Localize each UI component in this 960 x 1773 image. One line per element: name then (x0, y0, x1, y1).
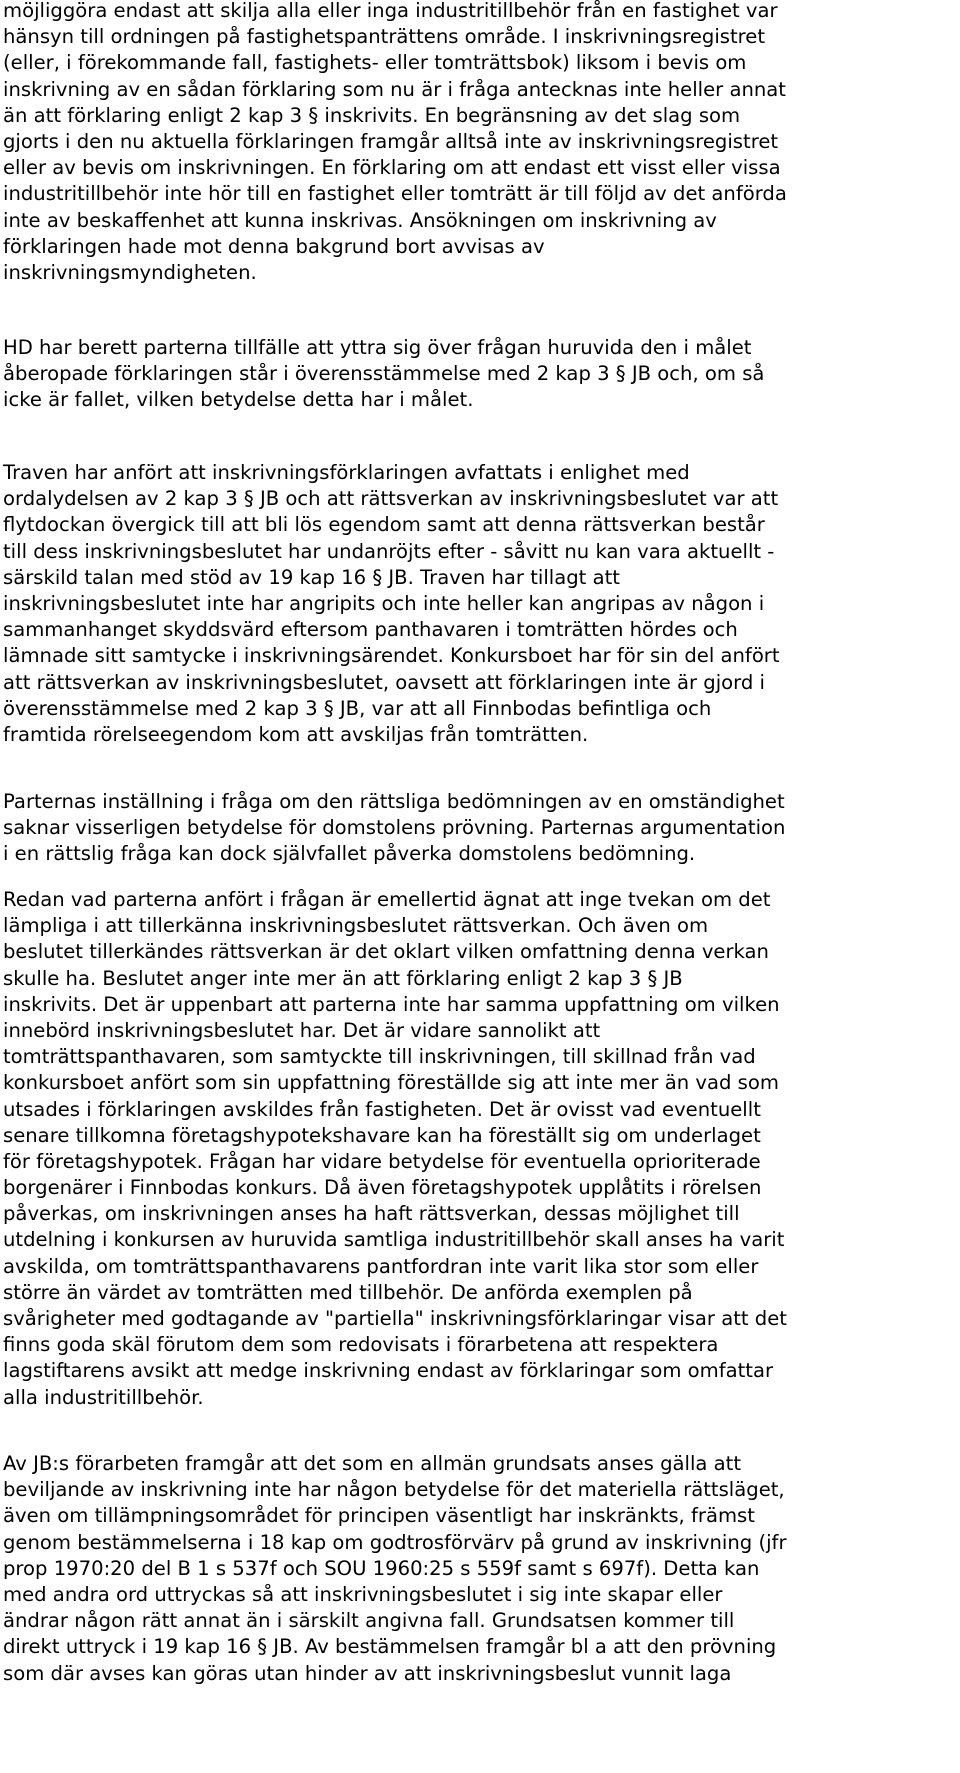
text-line: lämnade sitt samtycke i inskrivningsärendet. Konkursboet har för sin del anfört (3, 644, 780, 668)
text-line: senare tillkomna företagshypotekshavare kan ha föreställt sig om underlaget (3, 1123, 761, 1147)
text-line: påverkas, om inskrivningen anses ha haft rättsverkan, dessas möjlighet till (3, 1202, 740, 1226)
text-line: även om tillämpningsområdet för principen väsentligt har inskränkts, främst (3, 1504, 755, 1528)
text-line: Traven har anfört att inskrivningsförklaringen avfattats i enlighet med (3, 461, 690, 484)
paragraph (3, 1451, 787, 1687)
text-line: med andra ord uttryckas så att inskrivningsbeslutet i sig inte skapar eller (3, 1582, 723, 1606)
text-line: i en rättslig fråga kan dock självfallet påverka domstolens bedömning. (3, 842, 696, 866)
text-line: borgenärer i Finnbodas konkurs. Då även företagshypotek upplåtits i rörelsen (3, 1176, 762, 1200)
text-line: direkt uttryck i 19 kap 16 § JB. Av bestämmelsen framgår bl a att den prövning (3, 1635, 777, 1659)
text-line: möjliggöra endast att skilja alla eller inga industritillbehör från en fastighet var (3, 0, 778, 22)
text-line: konkursboet anfört som sin uppfattning föreställde sig att inte mer än vad som (3, 1071, 779, 1095)
text-line: större än värdet av tomträtten med tillbehör. De anförda exemplen på (3, 1280, 693, 1304)
text-line: som där avses kan göras utan hinder av att inskrivningsbeslut vunnit laga (3, 1661, 732, 1685)
text-line: särskild talan med stöd av 19 kap 16 § JB. Traven har tillagt att (3, 565, 620, 589)
text-line: överensstämmelse med 2 kap 3 § JB, var att all Finnbodas befintliga och (3, 696, 712, 720)
text-line: inskrivning av en sådan förklaring som nu är i fråga antecknas inte heller annat (3, 77, 786, 101)
text-line: gjorts i den nu aktuella förklaringen framgår alltså inte av inskrivningsregistret (3, 129, 779, 153)
text-line: innebörd inskrivningsbeslutet har. Det är vidare sannolikt att (3, 1018, 601, 1042)
text-line: alla industritillbehör. (3, 1385, 204, 1409)
text-line: finns goda skäl förutom dem som redovisats i förarbetena att respektera (3, 1333, 719, 1357)
text-line: skulle ha. Beslutet anger inte mer än att förklaring enligt 2 kap 3 § JB (3, 966, 683, 990)
text-line: eller av bevis om inskrivningen. En förklaring om att endast ett visst eller vissa (3, 156, 781, 180)
paragraph (3, 887, 787, 1411)
text-line: Redan vad parterna anfört i frågan är emellertid ägnat att inge tvekan om det (3, 888, 771, 911)
text-line: Av JB:s förarbeten framgår att det som en allmän grundsats anses gälla att (3, 1452, 742, 1475)
text-line: icke är fallet, vilken betydelse detta har i målet. (3, 388, 474, 412)
text-line: hänsyn till ordningen på fastighetspanträttens område. I inskrivningsregistret (3, 25, 766, 49)
text-line: flytdockan övergick till att bli lös egendom samt att denna rättsverkan består (3, 513, 765, 537)
text-line: förklaringen hade mot denna bakgrund bort avvisas av (3, 234, 545, 258)
text-line: lämpliga i att tillerkänna inskrivningsbeslutet rättsverkan. Och även om (3, 914, 709, 938)
text-line: än att förklaring enligt 2 kap 3 § inskrivits. En begränsning av det slag som (3, 103, 741, 127)
text-line: framtida rörelseegendom kom att avskiljas från tomträtten. (3, 722, 589, 746)
paragraph (3, 335, 764, 414)
paragraph (3, 460, 780, 748)
text-line: ändrar någon rätt annat än i särskilt angivna fall. Grundsatsen kommer till (3, 1609, 735, 1633)
text-line: åberopade förklaringen står i överensstämmelse med 2 kap 3 § JB och, om så (3, 362, 765, 386)
text-line: inskrivningsbeslutet inte har angripits och inte heller kan angripas av någon i (3, 591, 765, 615)
text-line: HD har berett parterna tillfälle att yttra sig över frågan huruvida den i målet (3, 336, 752, 359)
text-line: avskilda, om tomträttspanthavarens pantfordran inte varit lika stor som eller (3, 1254, 759, 1278)
text-line: inskrivits. Det är uppenbart att parterna inte har samma uppfattning om vilken (3, 992, 780, 1016)
text-line: till dess inskrivningsbeslutet har undanröjts efter - såvitt nu kan vara aktuellt - (3, 539, 775, 563)
text-line: sammanhanget skyddsvärd eftersom panthavaren i tomträtten hördes och (3, 618, 738, 642)
text-line: beviljande av inskrivning inte har någon betydelse för det materiella rättsläget, (3, 1478, 785, 1502)
text-line: genom bestämmelserna i 18 kap om godtrosförvärv på grund av inskrivning (jfr (3, 1530, 787, 1554)
text-line: tomträttspanthavaren, som samtyckte till inskrivningen, till skillnad från vad (3, 1045, 756, 1069)
paragraph (3, 0, 787, 286)
text-line: svårigheter med godtagande av "partiella" inskrivningsförklaringar visar att det (3, 1307, 787, 1330)
text-line: för företagshypotek. Frågan har vidare betydelse för eventuella oprioriterade (3, 1149, 761, 1173)
text-line: industritillbehör inte hör till en fastighet eller tomträtt är till följd av det anförda (3, 182, 787, 206)
text-line: utdelning i konkursen av huruvida samtliga industritillbehör skall anses ha varit (3, 1228, 785, 1252)
text-line: inskrivningsmyndigheten. (3, 260, 257, 284)
text-line: (eller, i förekommande fall, fastighets- eller tomträttsbok) liksom i bevis om (3, 51, 747, 75)
text-line: inte av beskaffenhet att kunna inskrivas. Ansökningen om inskrivning av (3, 208, 717, 232)
text-line: Parternas inställning i fråga om den rättsliga bedömningen av en omständighet (3, 790, 785, 813)
text-line: prop 1970:20 del B 1 s 537f och SOU 1960:25 s 559f samt s 697f). Detta kan (3, 1556, 760, 1580)
text-line: ordalydelsen av 2 kap 3 § JB och att rättsverkan av inskrivningsbeslutet var att (3, 487, 779, 511)
text-line: beslutet tillerkändes rättsverkan är det oklart vilken omfattning denna verkan (3, 940, 769, 964)
text-line: utsades i förklaringen avskildes från fastigheten. Det är ovisst vad eventuellt (3, 1097, 761, 1121)
paragraph (3, 789, 785, 868)
text-line: att rättsverkan av inskrivningsbeslutet, oavsett att förklaringen inte är gjord i (3, 670, 765, 694)
text-line: lagstiftarens avsikt att medge inskrivning endast av förklaringar som omfattar (3, 1359, 774, 1383)
text-line: saknar visserligen betydelse för domstolens prövning. Parternas argumentation (3, 816, 786, 840)
